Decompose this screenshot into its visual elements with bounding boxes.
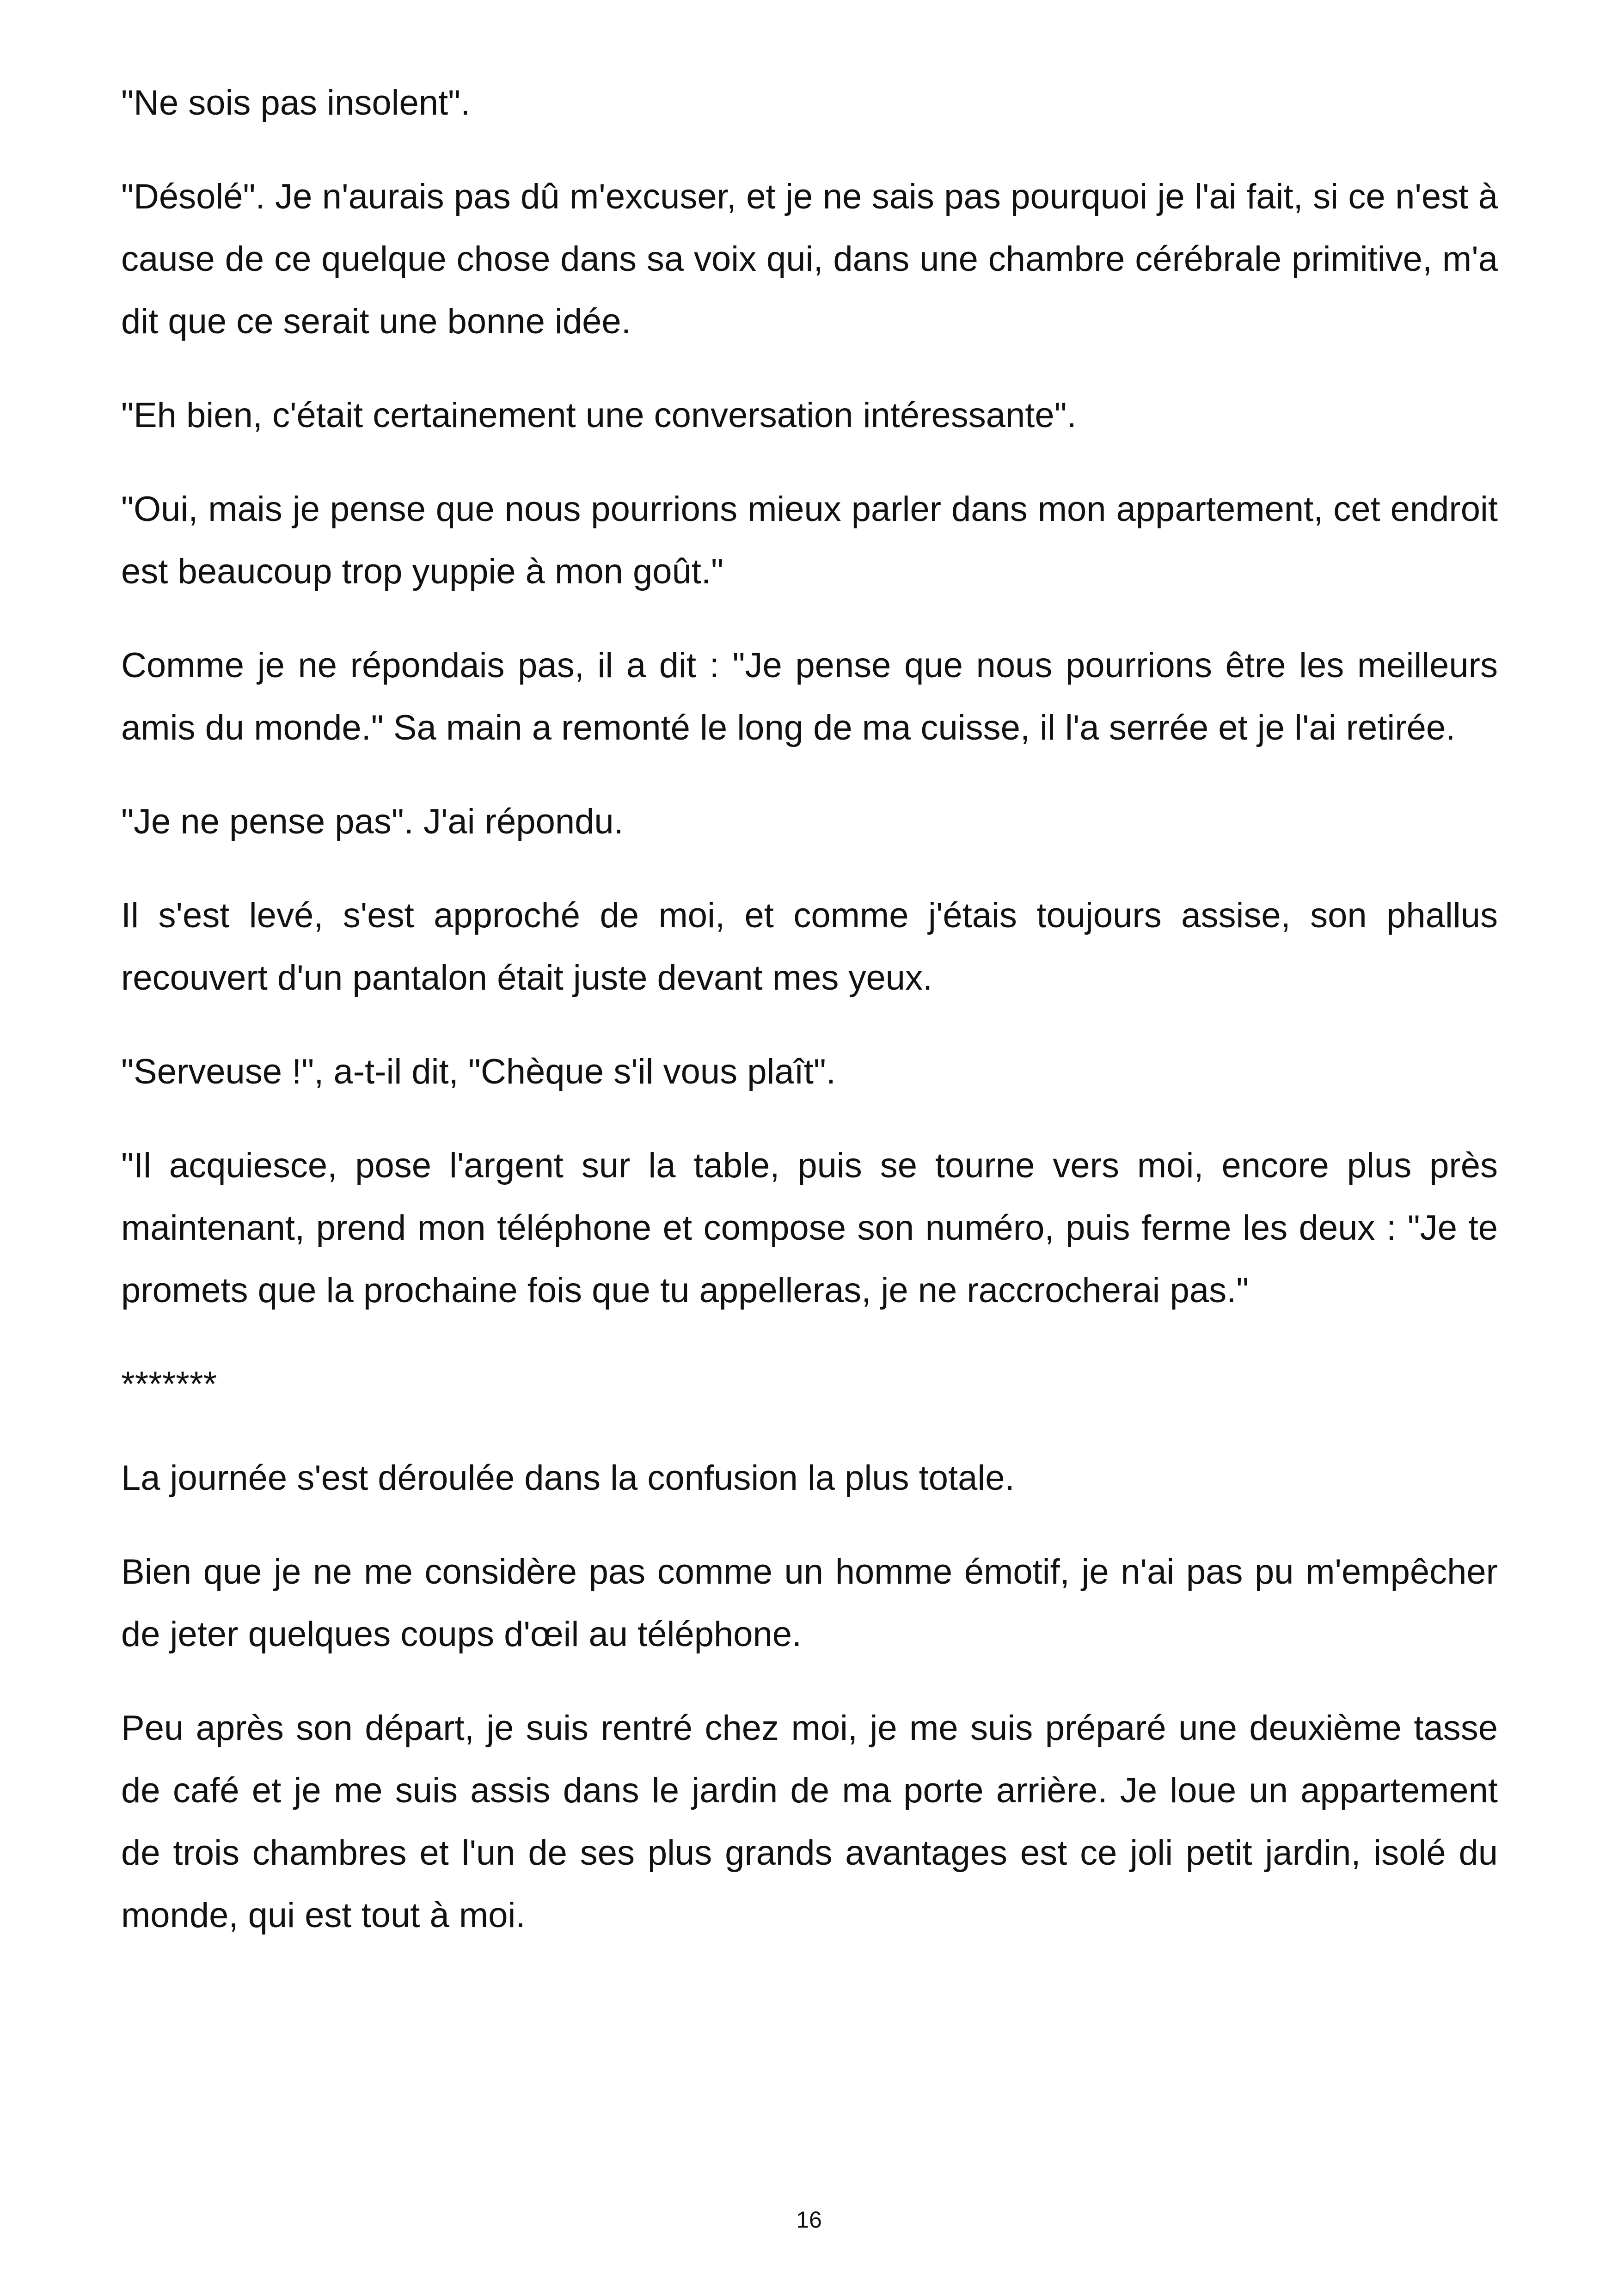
paragraph: La journée s'est déroulée dans la confusion la plus totale. — [121, 1458, 1015, 1498]
paragraph: "Je ne pense pas". J'ai répondu. — [121, 802, 624, 841]
paragraph: "Il acquiesce, pose l'argent sur la table, puis se tourne vers moi, encore plus près maintenant, prend mon téléphone et compose son numéro, puis ferme les deux : "Je te promets que la prochaine fois que tu appelleras, je ne raccrocherai pas." — [121, 1146, 1498, 1310]
paragraph: "Ne sois pas insolent". — [121, 83, 471, 122]
paragraph: Bien que je ne me considère pas comme un homme émotif, je n'ai pas pu m'empêcher de jeter quelques coups d'œil au téléphone. — [121, 1552, 1498, 1654]
paragraph: "Oui, mais je pense que nous pourrions mieux parler dans mon appartement, cet endroit est beaucoup trop yuppie à mon goût." — [121, 490, 1498, 591]
paragraph: Il s'est levé, s'est approché de moi, et comme j'étais toujours assise, son phallus recouvert d'un pantalon était juste devant mes yeux. — [121, 896, 1498, 998]
paragraph: "Serveuse !", a-t-il dit, "Chèque s'il vous plaît". — [121, 1052, 836, 1091]
paragraph: "Désolé". Je n'aurais pas dû m'excuser, et je ne sais pas pourquoi je l'ai fait, si ce n'est à cause de ce quelque chose dans sa voix qui, dans une chambre cérébrale primitive, m'a dit que ce serait une bonne idée. — [121, 177, 1498, 341]
scene-break: ******* — [121, 1365, 217, 1404]
body-text — [121, 72, 1498, 1978]
page-number: 16 — [796, 2207, 822, 2233]
paragraph: "Eh bien, c'était certainement une conversation intéressante". — [121, 396, 1077, 435]
paragraph: Peu après son départ, je suis rentré chez moi, je me suis préparé une deuxième tasse de café et je me suis assis dans le jardin de ma porte arrière. Je loue un appartement de trois chambres et l'un de ses plus grands avantages est ce joli petit jardin, isolé du monde, qui est tout à moi. — [121, 1708, 1498, 1935]
paragraph: Comme je ne répondais pas, il a dit : "Je pense que nous pourrions être les meilleurs amis du monde." Sa main a remonté le long de ma cuisse, il l'a serrée et je l'ai retirée. — [121, 646, 1498, 747]
